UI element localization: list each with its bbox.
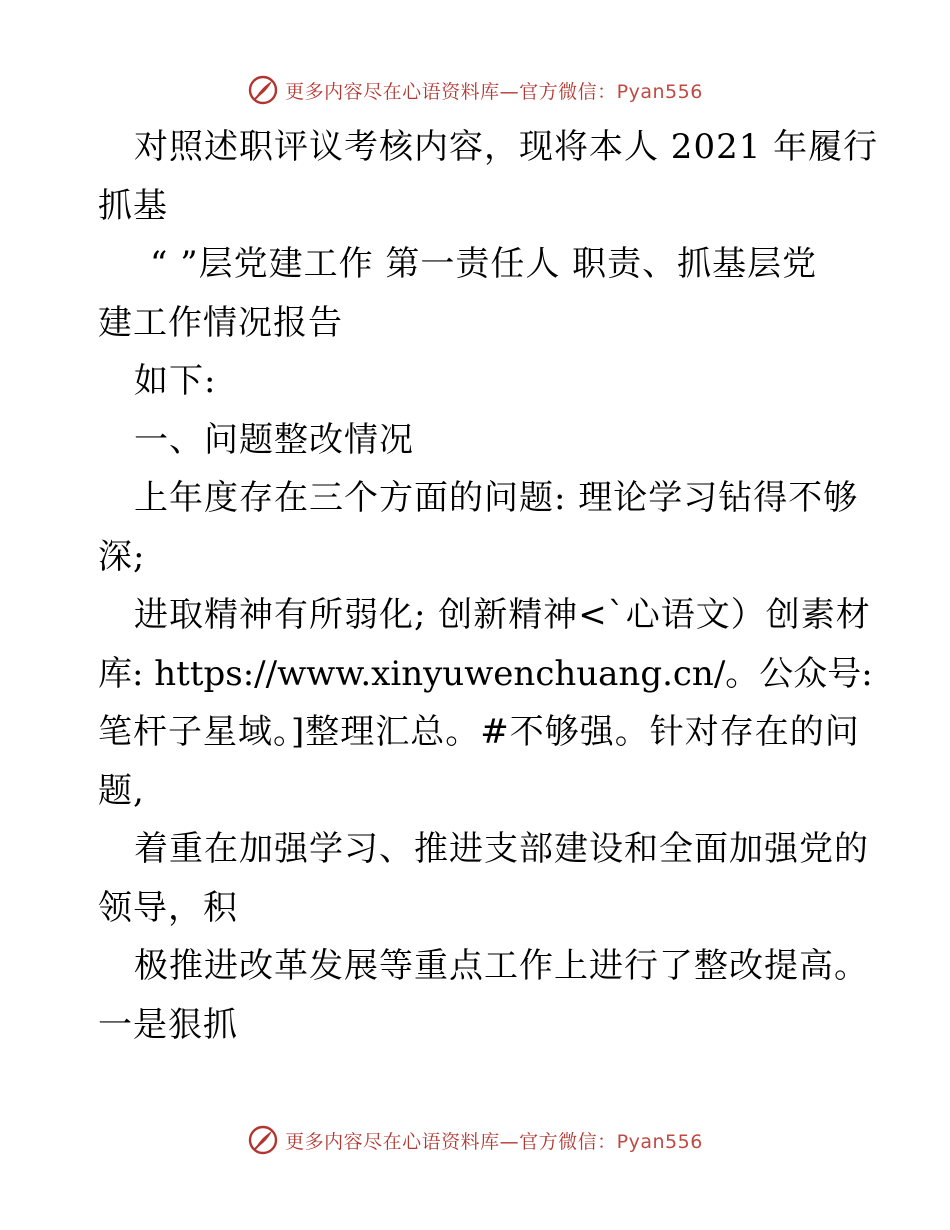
text-line: 深;: [98, 536, 146, 577]
section-heading: 一、问题整改情况: [134, 419, 414, 460]
text-line: 库: https://www.xinyuwenchuang.cn/。公众号:: [98, 653, 873, 694]
text-line: “ ”层党建工作 第一责任人 职责、抓基层党: [150, 244, 818, 284]
text-line: 抓基: [98, 185, 168, 226]
wechat-account: Pyan556: [616, 1130, 703, 1153]
text-line: 对照述职评议考核内容，现将本人 2021 年履行: [134, 127, 879, 167]
text-line: 如下:: [134, 361, 217, 401]
text-line: 笔杆子星域。]整理汇总。#不够强。针对存在的问: [98, 712, 860, 752]
document-body: [98, 118, 879, 1054]
watermark-text: 更多内容尽在心语资料库—官方微信：Pyan556: [285, 1130, 703, 1153]
quill-seal-icon: [247, 1124, 279, 1156]
text-line: 领导，积: [98, 887, 238, 928]
text-line: 一是狠抓: [98, 1004, 238, 1045]
text-line: 上年度存在三个方面的问题: 理论学习钻得不够: [134, 478, 859, 518]
footer-watermark: [0, 1120, 950, 1160]
quill-seal-icon: [247, 74, 279, 106]
text-line: 建工作情况报告: [98, 302, 343, 343]
watermark-text: 更多内容尽在心语资料库—官方微信：Pyan556: [285, 80, 703, 103]
text-line: 题,: [98, 770, 145, 811]
header-watermark: [0, 70, 950, 110]
text-line: 进取精神有所弱化; 创新精神<`心语文）创素材: [134, 595, 871, 635]
wechat-account: Pyan556: [616, 80, 703, 103]
text-line: 极推进改革发展等重点工作上进行了整改提高。: [134, 946, 869, 986]
text-line: 着重在加强学习、推进支部建设和全面加强党的: [134, 829, 869, 869]
